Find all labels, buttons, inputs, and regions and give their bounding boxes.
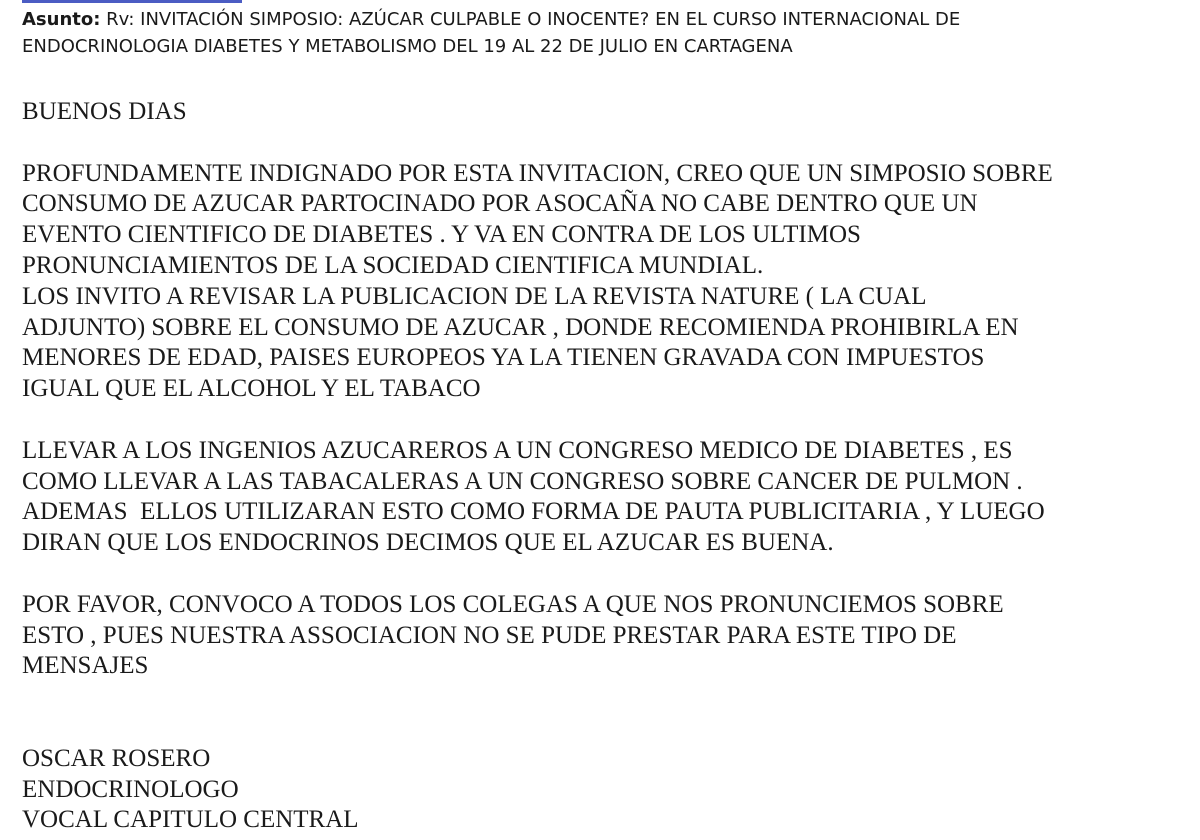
paragraph-line: POR FAVOR, CONVOCO A TODOS LOS COLEGAS A QUE NOS PRONUNCIEMOS SOBRE <box>22 590 1004 618</box>
email-subject <box>22 6 1182 60</box>
paragraph-line: LLEVAR A LOS INGENIOS AZUCAREROS A UN CONGRESO MEDICO DE DIABETES , ES <box>22 436 1013 464</box>
paragraph-line: MENORES DE EDAD, PAISES EUROPEOS YA LA TIENEN GRAVADA CON IMPUESTOS <box>22 344 985 372</box>
paragraph-line: PRONUNCIAMIENTOS DE LA SOCIEDAD CIENTIFICA MUNDIAL. <box>22 251 764 279</box>
paragraph-1 <box>22 159 1182 405</box>
signature-role: VOCAL CAPITULO CENTRAL <box>22 806 359 834</box>
paragraph-line: DIRAN QUE LOS ENDOCRINOS DECIMOS QUE EL AZUCAR ES BUENA. <box>22 529 834 557</box>
email-body <box>22 97 1182 836</box>
subject-text-line1: Rv: INVITACIÓN SIMPOSIO: AZÚCAR CULPABLE O INOCENTE? EN EL CURSO INTERNACIONAL DE <box>100 9 961 30</box>
greeting: BUENOS DIAS <box>22 98 187 125</box>
paragraph-line: CONSUMO DE AZUCAR PARTOCINADO POR ASOCAÑA NO CABE DENTRO QUE UN <box>22 190 978 218</box>
paragraph-line: IGUAL QUE EL ALCOHOL Y EL TABACO <box>22 375 481 403</box>
paragraph-line: PROFUNDAMENTE INDIGNADO POR ESTA INVITACION, CREO QUE UN SIMPOSIO SOBRE <box>22 159 1053 187</box>
header-link-fragment <box>22 0 242 3</box>
paragraph-line: EVENTO CIENTIFICO DE DIABETES . Y VA EN CONTRA DE LOS ULTIMOS <box>22 221 861 249</box>
paragraph-line: ADEMAS ELLOS UTILIZARAN ESTO COMO FORMA DE PAUTA PUBLICITARIA , Y LUEGO <box>22 498 1045 526</box>
signature-name: OSCAR ROSERO <box>22 744 211 772</box>
spacer <box>22 128 1182 159</box>
subject-text-line2: ENDOCRINOLOGIA DIABETES Y METABOLISMO DEL 19 AL 22 DE JULIO EN CARTAGENA <box>22 36 793 57</box>
signature-title: ENDOCRINOLOGO <box>22 775 239 803</box>
paragraph-line: ADJUNTO) SOBRE EL CONSUMO DE AZUCAR , DONDE RECOMIENDA PROHIBIRLA EN <box>22 313 1019 341</box>
paragraph-line: COMO LLEVAR A LAS TABACALERAS A UN CONGRESO SOBRE CANCER DE PULMON . <box>22 467 1023 495</box>
spacer <box>22 682 1182 713</box>
subject-label: Asunto: <box>22 9 101 30</box>
paragraph-2 <box>22 436 1182 559</box>
paragraph-line: ESTO , PUES NUESTRA ASSOCIACION NO SE PUDE PRESTAR PARA ESTE TIPO DE <box>22 621 957 649</box>
spacer <box>22 405 1182 436</box>
paragraph-line: LOS INVITO A REVISAR LA PUBLICACION DE LA REVISTA NATURE ( LA CUAL <box>22 282 927 310</box>
paragraph-3 <box>22 590 1182 682</box>
spacer <box>22 713 1182 744</box>
signature <box>22 744 1182 836</box>
spacer <box>22 559 1182 590</box>
paragraph-line: MENSAJES <box>22 652 149 680</box>
